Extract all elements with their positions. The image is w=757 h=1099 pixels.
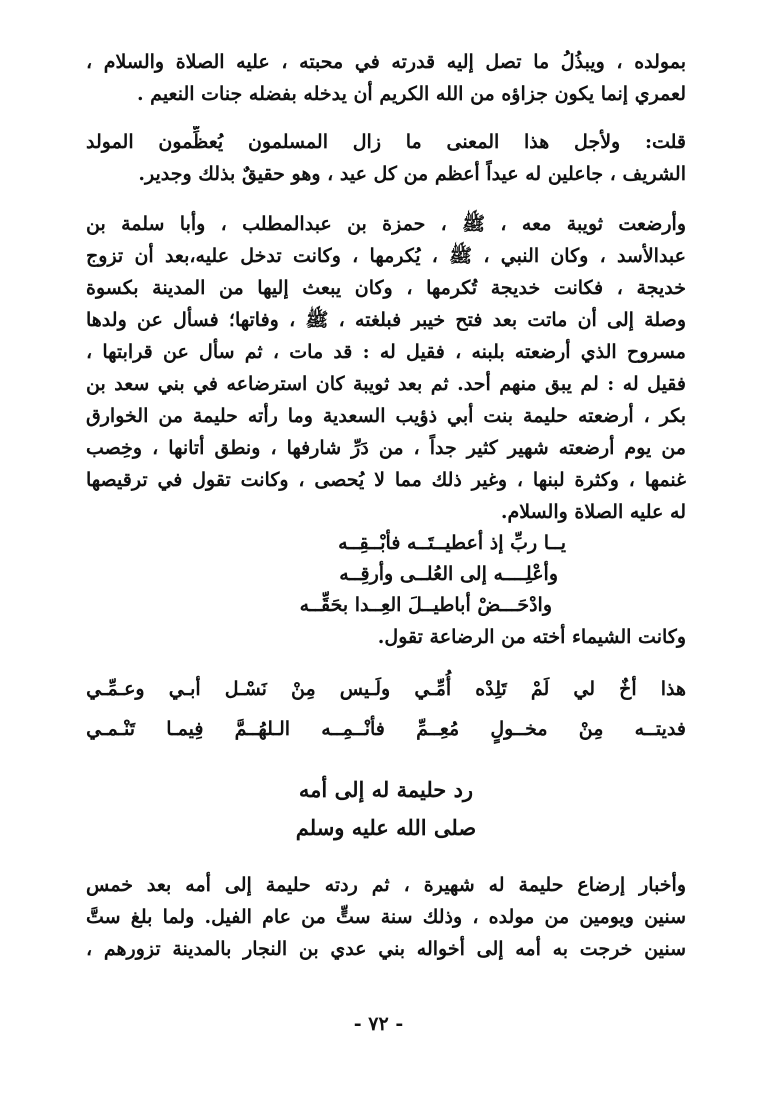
paragraph-3-line-1: وأرضعت ثويبة معه ، ﷺ ، حمزة بن عبدالمطلب ، وأبا سلمة بن [86, 213, 686, 235]
paragraph-3-line-6: فقيل له : لم يبق منهم أحد. ثم بعد ثويبة كان استرضاعه في بني سعد بن [86, 373, 686, 395]
paragraph-4-line-1: وكانت الشيماء أخته من الرضاعة تقول. [377, 626, 686, 648]
poem-word: الـلهُــمَّ [234, 718, 291, 740]
paragraph-3-line-5: مسروح الذي أرضعته بلبنه ، فقيل له : قد مات ، ثم سأل عن قرابتها ، [86, 341, 686, 363]
section-heading [86, 771, 686, 847]
poem-word: فِيمـا [166, 718, 204, 740]
section-heading-line-1: رد حليمة له إلى أمه [298, 777, 474, 802]
poem-word: تَنْـمـي [86, 718, 136, 740]
poem-word: أُمِّـي [414, 678, 452, 700]
poem-word: ولَـيس [339, 678, 391, 700]
paragraph-5-line-3: سنين خرجت به أمه إلى أخواله بني عدي بن النجار بالمدينة تزورهم ، [86, 938, 686, 960]
poem-word: مِنْ [578, 718, 604, 740]
paragraph-1 [86, 46, 686, 110]
paragraph-3-line-2: عبدالأسد ، وكان النبي ، ﷺ ، يُكرمها ، وكانت تدخل عليه،بعد أن تزوج [86, 245, 686, 267]
poem-word: تَلِدْه [475, 678, 507, 700]
paragraph-4 [86, 621, 686, 653]
paragraph-5-line-2: سنين ويومين من مولده ، وذلك سنة ستٍّ من عام الفيل. ولما بلغ ستَّ [86, 906, 686, 928]
poem-line-1 [86, 669, 686, 709]
poem-word: مُعِــمِّ [416, 718, 460, 740]
paragraph-3-line-7: بكر ، أرضعته حليمة بنت أبي ذؤيب السعدية وما رأته حليمة من الخوارق [86, 405, 686, 427]
page-number: - ٧٢ - [353, 1013, 404, 1035]
lullaby-verses [246, 528, 566, 621]
poem-word: لَمْ [530, 678, 550, 700]
paragraph-3-line-3: خديجة ، فكانت خديجة تُكرمها ، وكان يبعث إليها من المدينة بكسوة [86, 277, 686, 299]
paragraph-3-line-4: وصلة إلى أن ماتت بعد فتح خيبر فبلغته ، ﷺ ، وفاتها؛ فسأل عن ولدها [86, 309, 686, 331]
paragraph-2-line-2: الشريف ، جاعلين له عيداً أعظم من كل عيد ، وهو حقيقٌ بذلك وجدير. [138, 163, 686, 185]
poem-line-2 [86, 709, 686, 749]
poem-word: وعـمِّـي [86, 678, 145, 700]
verse-line-1: يــا ربِّ إذ أعطيــتَــه فأبْــقِــه [338, 532, 566, 554]
paragraph-2-line-1: قلت: ولأجل هذا المعنى ما زال المسلمون يُعظِّمون المولد [86, 131, 686, 153]
poem-word: نَسْـل [224, 678, 267, 700]
paragraph-2 [86, 126, 686, 190]
verse-line-3: وادْحَـــضْ أباطيــلَ العِــدا بحَقِّــه [299, 594, 552, 616]
paragraph-3-line-10: له عليه الصلاة والسلام. [500, 501, 686, 523]
poem-word: فأنْــمِــه [321, 718, 385, 740]
paragraph-5 [86, 869, 686, 965]
paragraph-5-line-1: وأخبار إرضاع حليمة له شهيرة ، ثم ردته حليمة إلى أمه بعد خمس [86, 874, 686, 896]
paragraph-1-line-2: لعمري إنما يكون جزاؤه من الله الكريم أن يدخله بفضله جنات النعيم . [136, 83, 686, 105]
page-body [86, 46, 686, 965]
shaima-poem [86, 669, 686, 749]
poem-word: لي [573, 678, 596, 700]
section-heading-line-2: صلى الله عليه وسلم [295, 815, 477, 840]
poem-word: فديتــه [634, 718, 686, 740]
poem-word: أبـي [168, 678, 201, 700]
poem-word: مخــولٍ [490, 718, 548, 740]
poem-word: هذا [660, 678, 686, 700]
poem-word: مِنْ [291, 678, 316, 700]
paragraph-3 [86, 208, 686, 528]
paragraph-3-line-9: غنمها ، وكثرة لبنها ، وغير ذلك مما لا يُحصى ، وكانت تقول في ترقيصها [86, 469, 686, 491]
verse-line-2: وأعْلِــــه إلى العُلــى وأرقِــه [339, 563, 558, 585]
paragraph-1-line-1: بمولده ، ويبذُلُ ما تصل إليه قدرته في محبته ، عليه الصلاة والسلام ، [86, 51, 686, 73]
poem-word: أخٌ [619, 678, 637, 700]
paragraph-3-line-8: من يوم أرضعته شهير كثير جداً ، من دَرِّ شارفها ، ونطق أتانها ، وخِصب [86, 437, 686, 459]
